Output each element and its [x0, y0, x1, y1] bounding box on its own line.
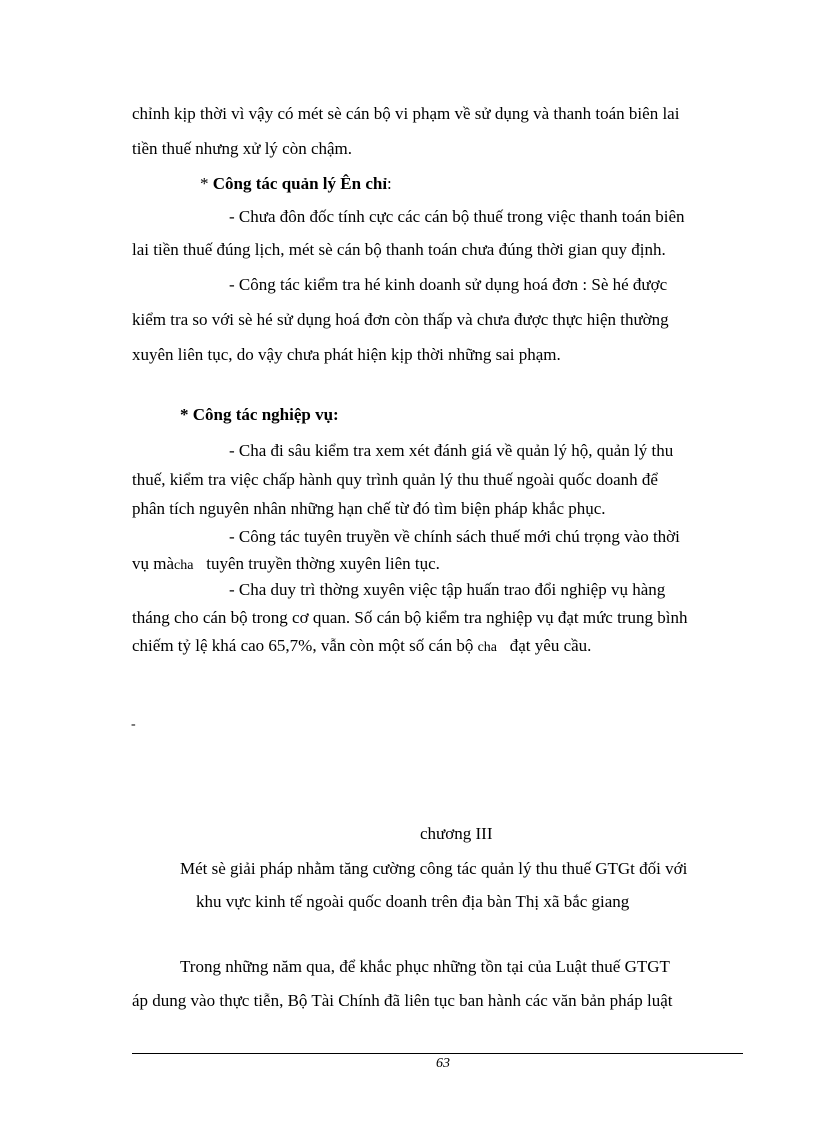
- text-line: [132, 636, 591, 658]
- text-line: áp dung vào thực tiễn, Bộ Tài Chính đã liên tục ban hành các văn bản pháp luật: [132, 991, 673, 1010]
- text-run: cha: [477, 640, 498, 655]
- text-line: [132, 554, 440, 576]
- section-heading: [200, 174, 392, 194]
- text-run: cha: [174, 558, 194, 573]
- page-number: 63: [436, 1056, 450, 1071]
- footer-divider: [132, 1053, 743, 1054]
- text-line: lai tiền thuế đúng lịch, mét sè cán bộ thanh toán chưa đúng thời gian quy định.: [132, 240, 666, 259]
- text-run: vụ mà: [132, 554, 175, 573]
- text-run: chiếm tỷ lệ khá cao 65,7%, vẫn còn một số cán bộ: [132, 636, 474, 655]
- text-line: phân tích nguyên nhân những hạn chế từ đó tìm biện pháp khắc phục.: [132, 499, 606, 518]
- text-line: [229, 441, 673, 461]
- text-line: - Chưa đôn đốc tính cực các cán bộ thuế trong việc thanh toán biên: [229, 207, 685, 226]
- chapter-title-line: khu vực kinh tế ngoài quốc doanh trên địa bàn Thị xã bắc giang: [196, 892, 630, 911]
- section-heading: * Công tác nghiệp vụ:: [180, 405, 339, 424]
- stray-mark: -: [131, 717, 136, 732]
- heading-text: Công tác quản lý Ên chỉ: [212, 174, 388, 193]
- list-dash: -: [229, 441, 235, 460]
- heading-colon: :: [387, 174, 392, 193]
- text-line: thuế, kiểm tra việc chấp hành quy trình quản lý thu thuế ngoài quốc doanh để: [132, 470, 658, 489]
- text-line: kiểm tra so với sè hé sử dụng hoá đơn còn thấp và chưa được thực hiện thường: [132, 310, 669, 329]
- heading-prefix: *: [200, 174, 213, 193]
- text-line: tiền thuế nhưng xử lý còn chậm.: [132, 139, 353, 158]
- text-run: Cha đi sâu kiểm tra xem xét đánh giá về quản lý hộ, quản lý thu: [238, 441, 674, 460]
- text-line: xuyên liên tục, do vậy chưa phát hiện kịp thời những sai phạm.: [132, 345, 561, 364]
- text-line: - Công tác kiểm tra hé kinh doanh sử dụng hoá đơn : Sè hé được: [229, 275, 668, 294]
- text-line: tháng cho cán bộ trong cơ quan. Số cán bộ kiểm tra nghiệp vụ đạt mức trung bình: [132, 608, 688, 627]
- text-run: tuyên truyền thờng xuyên liên tục.: [206, 554, 440, 573]
- text-line: Trong những năm qua, để khắc phục những tồn tại của Luật thuế GTGT: [180, 957, 670, 976]
- text-line: chỉnh kịp thời vì vậy có mét sè cán bộ vi phạm về sử dụng và thanh toán biên lai: [132, 104, 680, 123]
- chapter-label: chương III: [420, 824, 493, 843]
- text-line: - Công tác tuyên truyền về chính sách thuế mới chú trọng vào thời: [229, 527, 680, 546]
- chapter-title-line: Mét sè giải pháp nhằm tăng cường công tác quản lý thu thuế GTGt đối với: [180, 859, 688, 878]
- text-line: - Cha duy trì thờng xuyên việc tập huấn trao đổi nghiệp vụ hàng: [229, 580, 666, 599]
- text-run: đạt yêu cầu.: [509, 636, 592, 655]
